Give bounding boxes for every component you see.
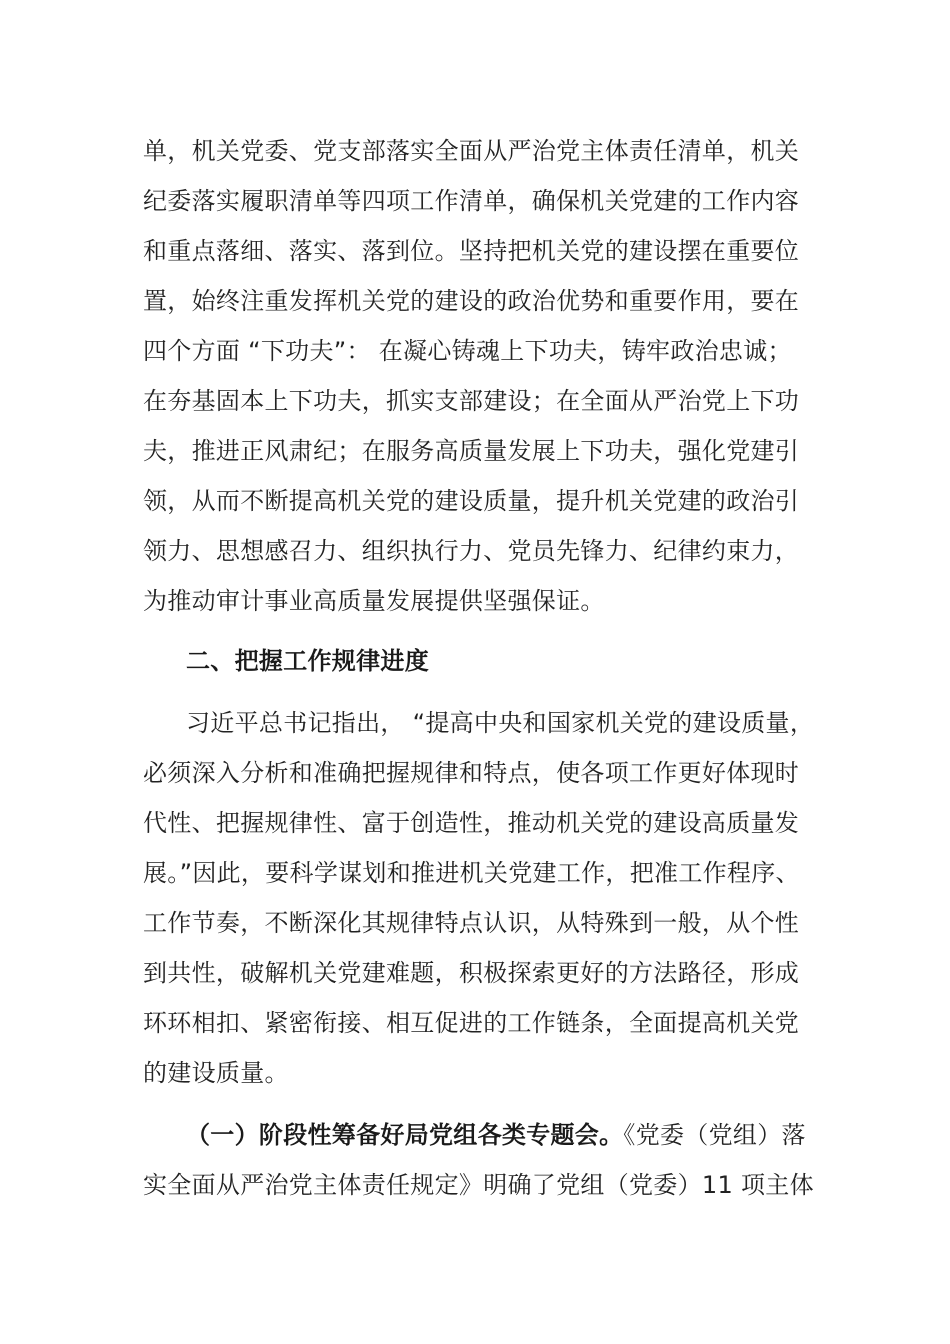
text-line: 展。”因此，要科学谋划和推进机关党建工作，把准工作程序、 <box>143 859 800 887</box>
text-run: 《党委（党组）落 <box>623 1121 806 1149</box>
text-line: 代性、把握规律性、富于创造性，推动机关党的建设高质量发 <box>143 809 800 837</box>
text-line <box>186 1120 866 1150</box>
text-line: 习近平总书记指出， “提高中央和国家机关党的建设质量， <box>186 709 815 737</box>
text-line: 的建设质量。 <box>143 1059 289 1087</box>
text-line: 领力、思想感召力、组织执行力、党员先锋力、纪律约束力， <box>143 537 800 565</box>
text-line: 到共性，破解机关党建难题，积极探索更好的方法路径，形成 <box>143 959 800 987</box>
subsection-heading: （一）阶段性筹备好局党组各类专题会。 <box>186 1121 624 1149</box>
text-line: 夫，推进正风肃纪；在服务高质量发展上下功夫，强化党建引 <box>143 437 800 465</box>
text-line: 实全面从严治党主体责任规定》明确了党组（党委）11 项主体 <box>143 1171 814 1199</box>
text-line: 纪委落实履职清单等四项工作清单，确保机关党建的工作内容 <box>143 187 800 215</box>
text-line: 工作节奏，不断深化其规律特点认识，从特殊到一般，从个性 <box>143 909 800 937</box>
section-heading: 二、把握工作规律进度 <box>186 647 429 675</box>
text-line: 领，从而不断提高机关党的建设质量，提升机关党建的政治引 <box>143 487 800 515</box>
text-line: 单，机关党委、党支部落实全面从严治党主体责任清单，机关 <box>143 137 800 165</box>
text-line: 置，始终注重发挥机关党的建设的政治优势和重要作用，要在 <box>143 287 800 315</box>
text-line: 四个方面 “下功夫”： 在凝心铸魂上下功夫，铸牢政治忠诚； <box>143 337 792 365</box>
text-line: 在夯基固本上下功夫，抓实支部建设；在全面从严治党上下功 <box>143 387 800 415</box>
text-line: 必须深入分析和准确把握规律和特点，使各项工作更好体现时 <box>143 759 800 787</box>
text-line: 为推动审计事业高质量发展提供坚强保证。 <box>143 587 605 615</box>
text-line: 和重点落细、落实、落到位。坚持把机关党的建设摆在重要位 <box>143 237 800 265</box>
text-line: 环环相扣、紧密衔接、相互促进的工作链条，全面提高机关党 <box>143 1009 800 1037</box>
